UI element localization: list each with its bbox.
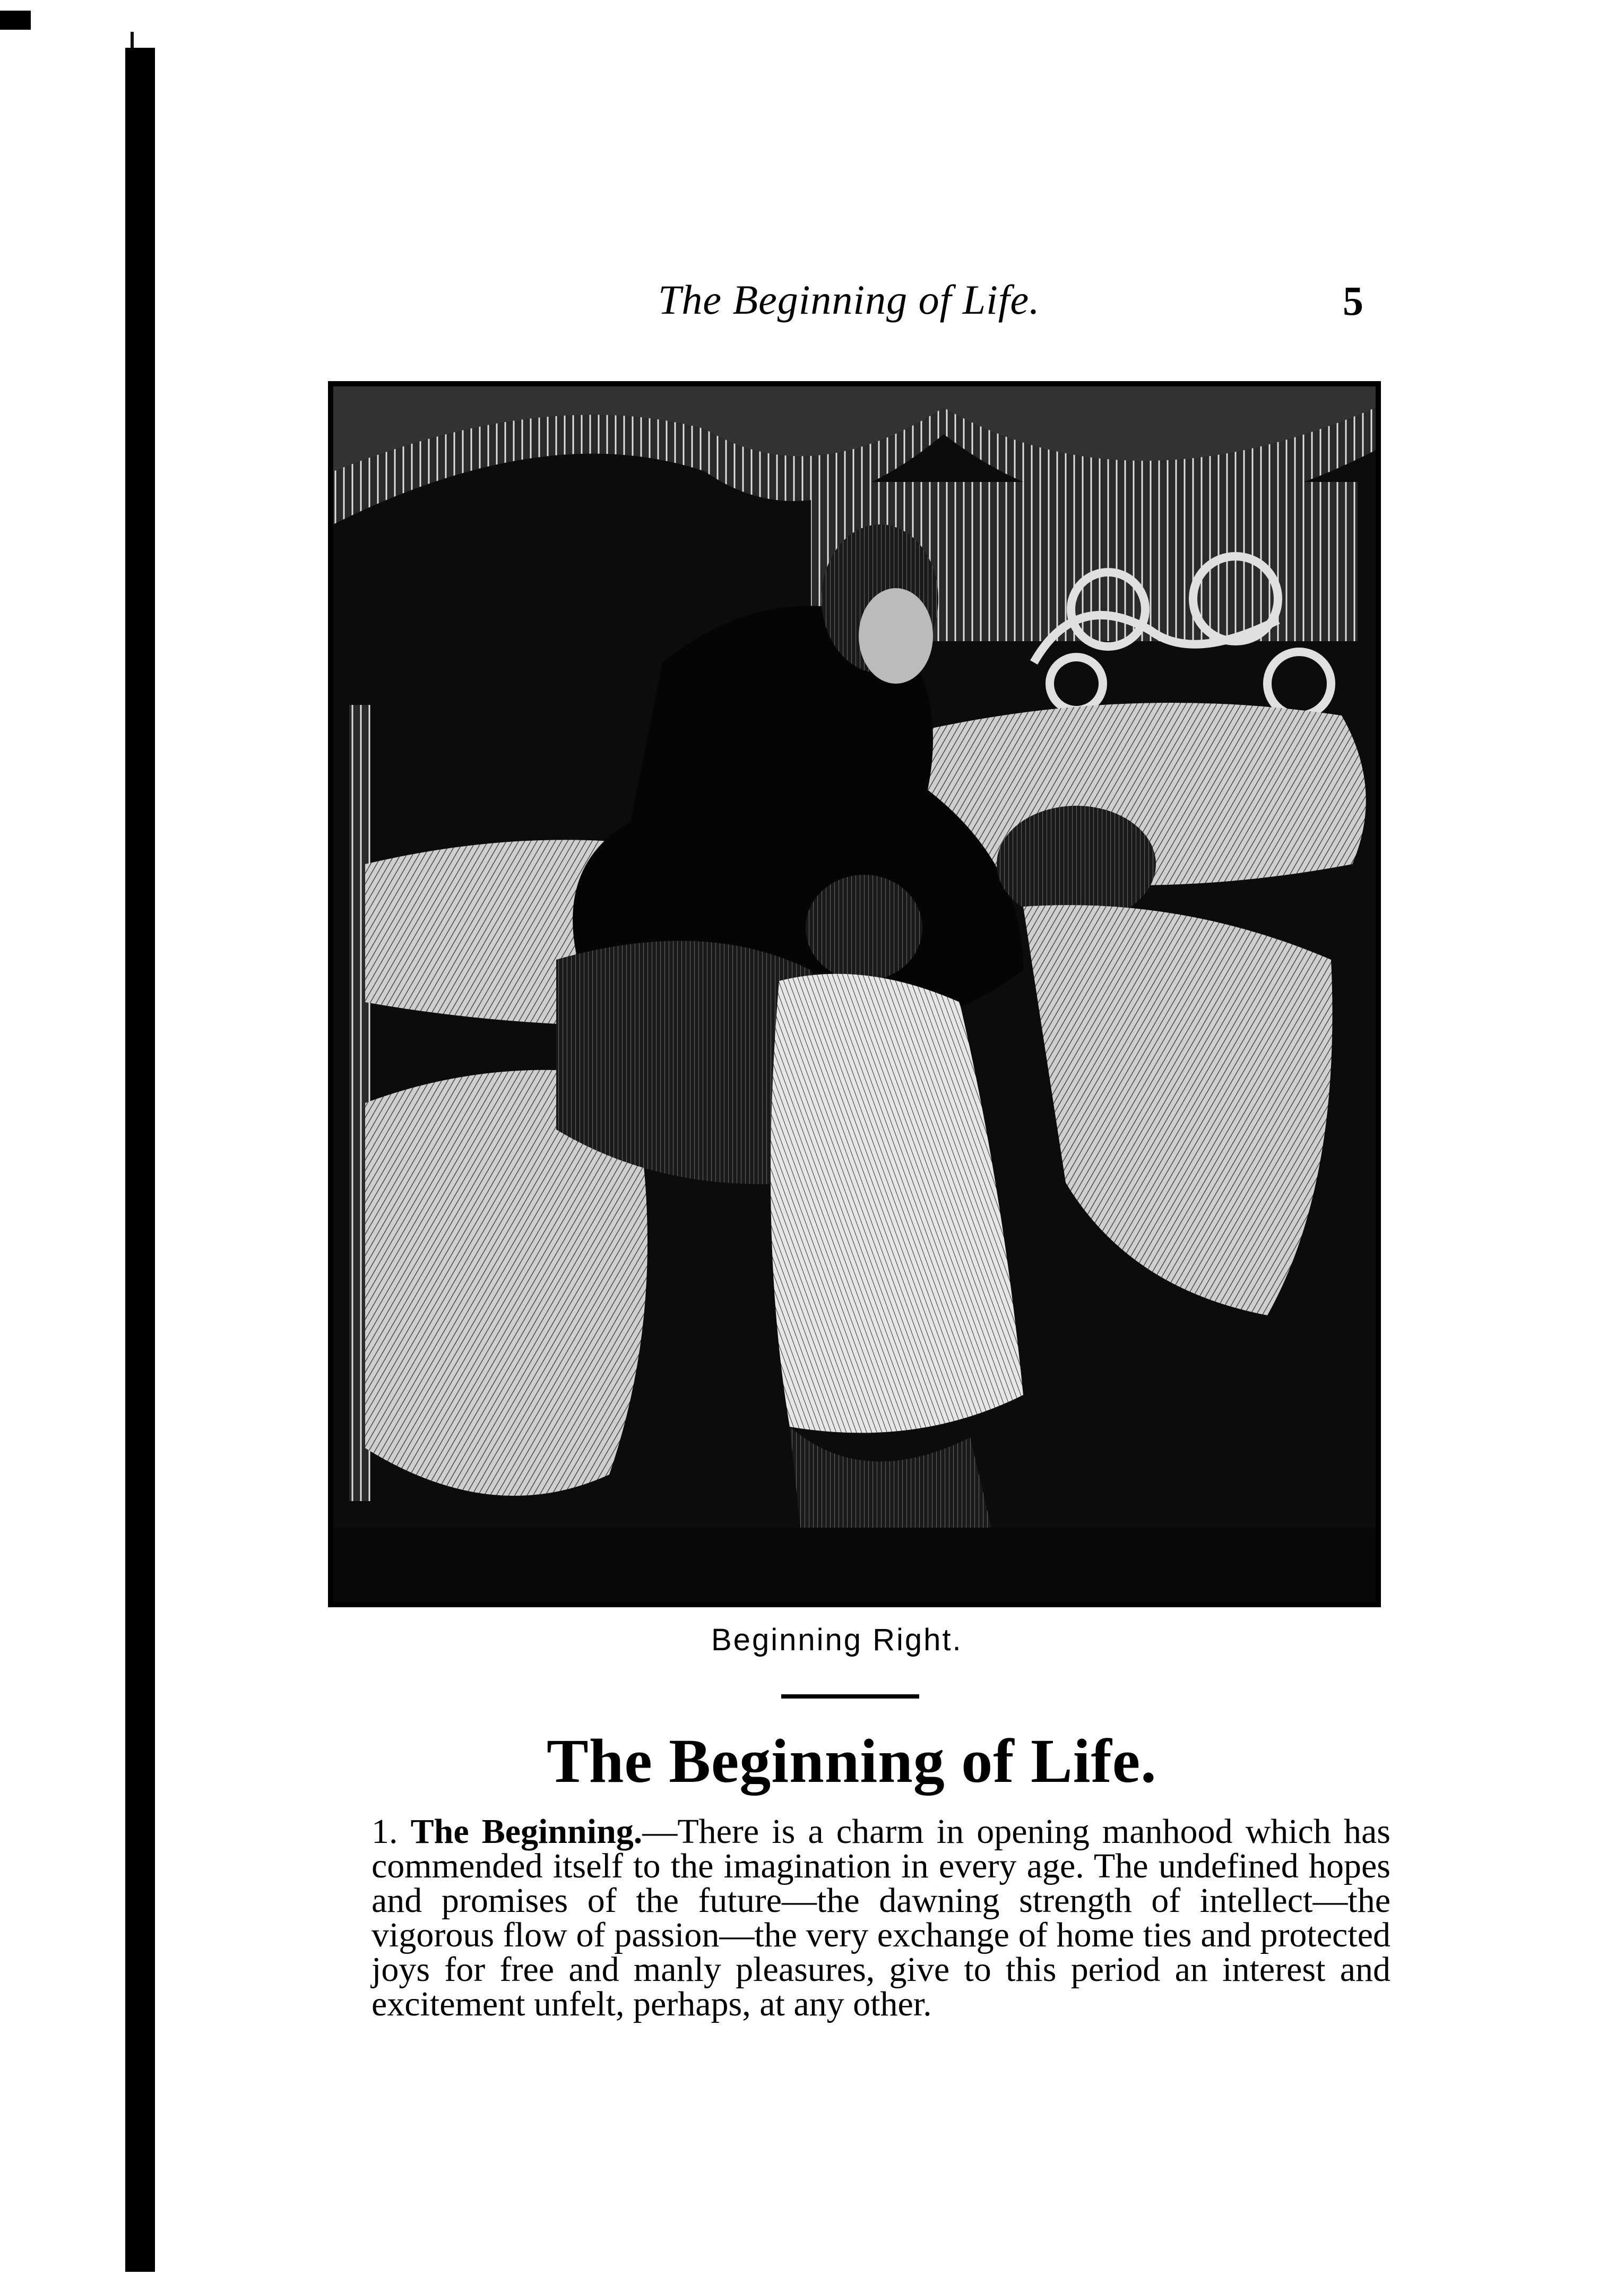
running-head: The Beginning of Life. <box>658 277 1040 323</box>
engraving-illustration <box>328 381 1381 1607</box>
paragraph-heading: The Beginning. <box>410 1812 643 1851</box>
page-number: 5 <box>1343 278 1363 324</box>
section-rule <box>781 1694 919 1699</box>
illustration-caption: Beginning Right. <box>711 1623 963 1657</box>
paragraph-text: —There is a charm in opening manhood which has commended itself to the imagination in every age. The undefined hopes and promises of the future—the dawning strength of intellect—the vigorous flow of passion—the very exchange of home ties and protected joys for free and manly pleasures, give to this period an interest and excitement unfelt, perhaps, at any other. <box>372 1812 1390 2023</box>
engraving-mother-and-kneeling-children-icon <box>333 386 1376 1602</box>
paragraph-number: 1. <box>372 1812 398 1851</box>
book-spine-shadow <box>125 48 155 2272</box>
body-paragraph <box>372 1814 1390 2021</box>
chapter-title: The Beginning of Life. <box>547 1726 1157 1796</box>
scan-corner-mark <box>0 11 31 30</box>
